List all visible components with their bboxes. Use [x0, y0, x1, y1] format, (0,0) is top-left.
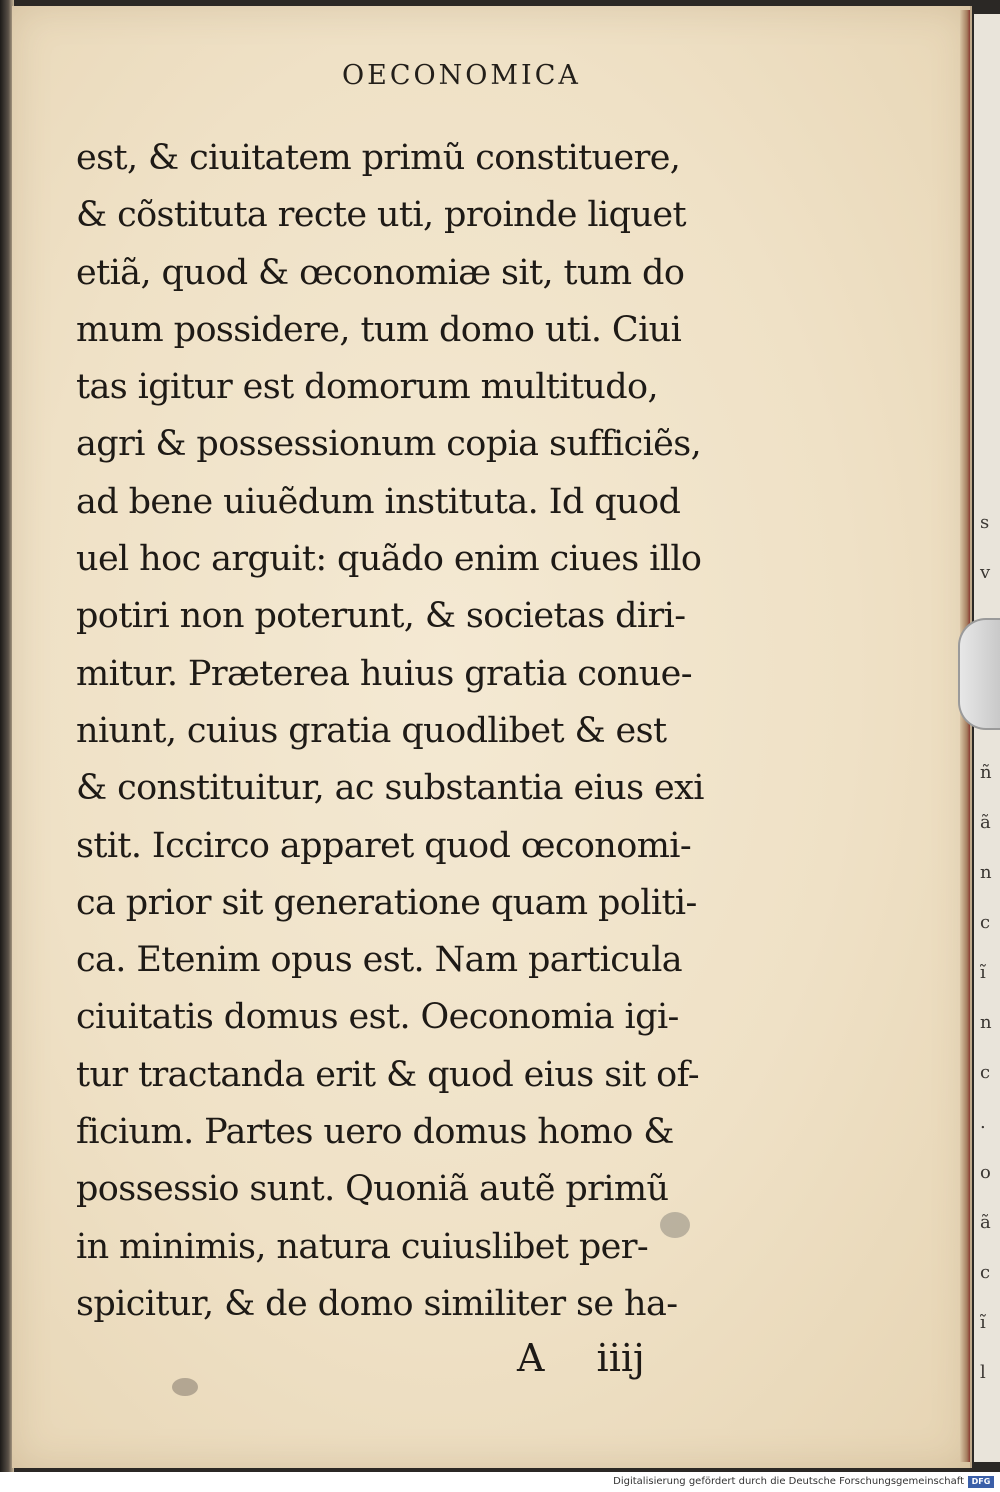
- text-line: niunt, cuius gratia quodlibet & est: [76, 710, 667, 751]
- text-line: & cõstituta recte uti, proinde liquet: [76, 195, 686, 236]
- next-page-glyph: ñ: [980, 762, 992, 783]
- running-title: OECONOMICA: [342, 60, 581, 91]
- text-line: potiri non poterunt, & societas diri-: [76, 596, 686, 637]
- footer-bar: [0, 1472, 1000, 1492]
- next-page-glyph: c: [980, 1062, 991, 1083]
- text-line: & constituitur, ac substantia eius exi: [76, 768, 704, 809]
- text-line: agri & possessionum copia sufficiẽs,: [76, 424, 702, 465]
- text-line: ad bene uiuẽdum instituta. Id quod: [76, 481, 681, 522]
- next-page-glyph: ã: [980, 812, 991, 833]
- text-line: ca. Etenim opus est. Nam particula: [76, 940, 683, 981]
- text-line: etiã, quod & œconomiæ sit, tum do: [76, 252, 685, 293]
- next-page-glyph: ĩ: [980, 1312, 986, 1333]
- footer-credit: Digitalisierung gefördert durch die Deutsche Forschungsgemeinschaft: [613, 1476, 964, 1487]
- text-line: stit. Iccirco apparet quod œconomi-: [76, 825, 692, 866]
- next-page-glyph: o: [980, 1162, 991, 1183]
- text-line: mum possidere, tum domo uti. Ciui: [76, 309, 682, 350]
- next-page-glyph: c: [980, 1262, 991, 1283]
- next-page-glyph: n: [980, 862, 992, 883]
- text-line: ficium. Partes uero domus homo &: [76, 1112, 674, 1153]
- next-page-glyph: .: [980, 1112, 986, 1133]
- text-line: spicitur, & de domo similiter se ha-: [76, 1283, 678, 1324]
- text-line: uel hoc arguit: quãdo enim ciues illo: [76, 539, 702, 580]
- page-gutter: [960, 10, 970, 1462]
- next-page-glyph: s: [980, 512, 990, 533]
- text-line: est, & ciuitatem primũ constituere,: [76, 138, 681, 178]
- next-page-fragment: [974, 14, 1000, 1462]
- body-text: [76, 130, 806, 1333]
- text-line: tur tractanda erit & quod eius sit of-: [76, 1054, 699, 1095]
- signature-letter: A: [517, 1336, 545, 1380]
- next-page-glyph: ã: [980, 1212, 991, 1233]
- next-page-glyph: c: [980, 912, 991, 933]
- text-line: tas igitur est domorum multitudo,: [76, 367, 659, 408]
- next-page-glyph: l: [980, 1362, 986, 1383]
- text-line: possessio sunt. Quoniã autẽ primũ: [76, 1169, 669, 1210]
- next-page-glyph: ĩ: [980, 962, 986, 983]
- text-line: ca prior sit generatione quam politi-: [76, 882, 697, 923]
- page-clip: [958, 618, 1000, 730]
- dfg-logo[interactable]: DFG: [968, 1476, 994, 1488]
- signature-number: iiij: [596, 1336, 645, 1380]
- next-page-glyph: v: [980, 562, 991, 583]
- text-line: mitur. Præterea huius gratia conue-: [76, 653, 692, 694]
- ink-blot: [172, 1378, 198, 1396]
- text-line: in minimis, natura cuiuslibet per-: [76, 1226, 649, 1267]
- text-line: ciuitatis domus est. Oeconomia igi-: [76, 997, 679, 1038]
- next-page-glyph: n: [980, 1012, 992, 1033]
- book-page: [12, 6, 972, 1468]
- ink-blot: [660, 1212, 690, 1238]
- signature-mark: [517, 1336, 645, 1380]
